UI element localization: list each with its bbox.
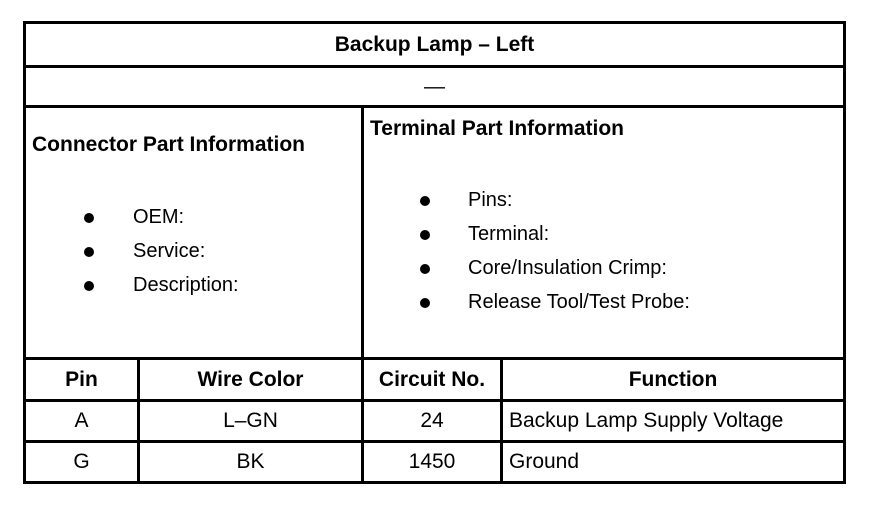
- list-item: [26, 200, 361, 234]
- list-item: [364, 251, 843, 285]
- list-item: [364, 285, 843, 319]
- bullet-icon: [84, 281, 94, 291]
- function-cell: Backup Lamp Supply Voltage: [502, 401, 845, 442]
- part-info-row: [25, 107, 845, 359]
- terminal-part-info: [363, 107, 845, 359]
- column-header-circuit-no: Circuit No.: [363, 359, 502, 401]
- wire-color-cell: BK: [139, 442, 363, 483]
- subtitle-row: [25, 67, 845, 107]
- table-row: [25, 442, 845, 483]
- list-item-label: Description:: [133, 274, 239, 296]
- bullet-icon: [420, 264, 430, 274]
- list-item-label: Core/Insulation Crimp:: [468, 257, 667, 279]
- bullet-icon: [420, 196, 430, 206]
- bullet-icon: [420, 298, 430, 308]
- column-header-pin: Pin: [25, 359, 139, 401]
- function-cell: Ground: [502, 442, 845, 483]
- table-subtitle: —: [25, 67, 845, 107]
- table-row: [25, 401, 845, 442]
- list-item-label: Release Tool/Test Probe:: [468, 291, 690, 313]
- title-row: [25, 23, 845, 67]
- circuit-no-cell: 24: [363, 401, 502, 442]
- list-item-label: Service:: [133, 240, 206, 262]
- list-item-label: Pins:: [468, 189, 513, 211]
- list-item-label: Terminal:: [468, 223, 550, 245]
- list-item: [26, 268, 361, 302]
- pin-cell: A: [25, 401, 139, 442]
- connector-part-info-list: [26, 200, 361, 302]
- list-item-label: OEM:: [133, 206, 185, 228]
- table-title: Backup Lamp – Left: [25, 23, 845, 67]
- bullet-icon: [84, 247, 94, 257]
- column-header-row: [25, 359, 845, 401]
- list-item: [26, 234, 361, 268]
- bullet-icon: [84, 213, 94, 223]
- list-item: [364, 217, 843, 251]
- wire-color-cell: L–GN: [139, 401, 363, 442]
- connector-pinout-table: [23, 21, 846, 484]
- list-item: [364, 183, 843, 217]
- pin-cell: G: [25, 442, 139, 483]
- connector-part-info-heading: Connector Part Information: [32, 133, 306, 156]
- column-header-function: Function: [502, 359, 845, 401]
- bullet-icon: [420, 230, 430, 240]
- terminal-part-info-heading: Terminal Part Information: [370, 117, 624, 140]
- circuit-no-cell: 1450: [363, 442, 502, 483]
- connector-part-info: [25, 107, 363, 359]
- column-header-wire-color: Wire Color: [139, 359, 363, 401]
- terminal-part-info-list: [364, 183, 843, 319]
